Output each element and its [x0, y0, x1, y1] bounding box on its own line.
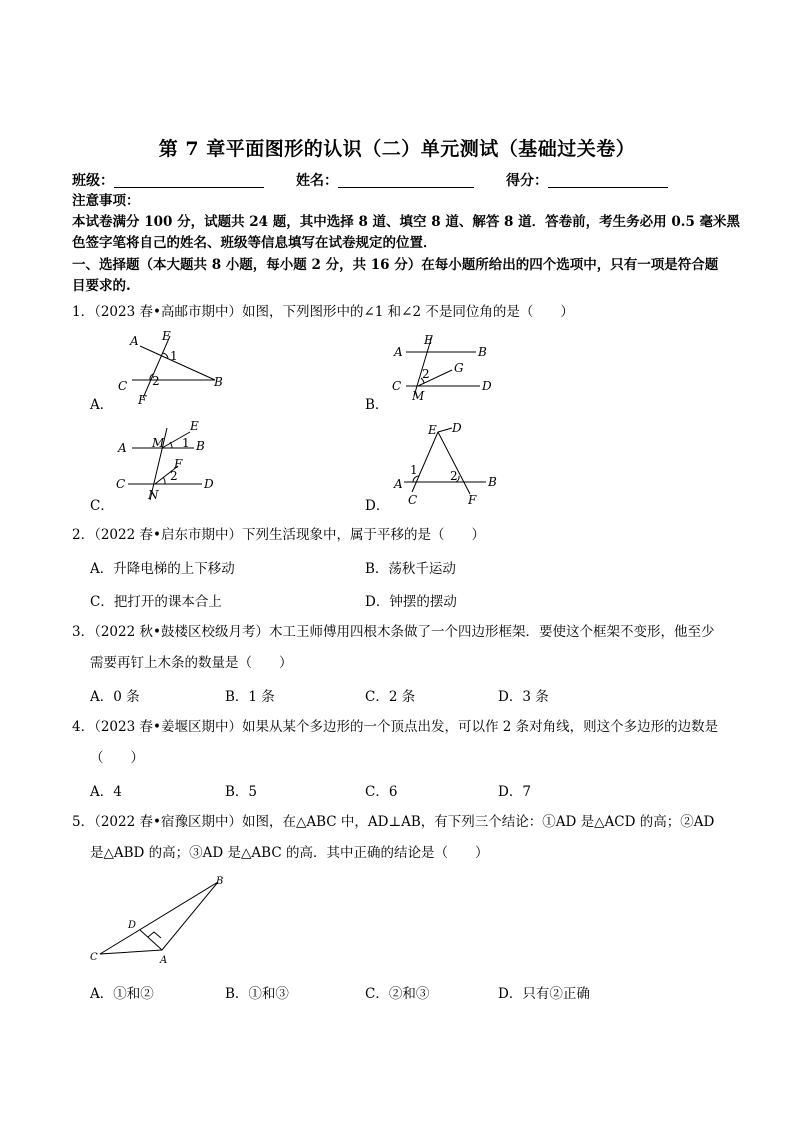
- label-f: F: [468, 493, 477, 507]
- label-f: F: [138, 393, 147, 407]
- q1-option-a[interactable]: A．: [90, 397, 114, 413]
- label-angle-2: 2: [170, 469, 178, 483]
- q4-stem-line-1: 4．（2023 春•姜堰区期中）如果从某个多边形的一个顶点出发，可以作 2 条对角线，则这个多边形的边数是: [72, 719, 719, 735]
- q4-option-d[interactable]: D．7: [498, 784, 531, 800]
- label-e: E: [190, 419, 199, 433]
- class-blank[interactable]: [114, 173, 264, 188]
- label-b: B: [196, 439, 205, 453]
- label-a: A: [130, 334, 139, 348]
- q3-option-d[interactable]: D．3 条: [498, 689, 549, 705]
- label-d: D: [204, 477, 214, 491]
- label-c: C: [392, 379, 402, 393]
- q1-option-c[interactable]: C．: [90, 498, 114, 514]
- q5-option-b[interactable]: B．①和③: [225, 986, 289, 1002]
- label-n: N: [148, 488, 159, 502]
- figure-q1-d: [388, 418, 508, 506]
- notice-line-2: 色签字笔将自己的姓名、班级等信息填写在试卷规定的位置．: [72, 235, 437, 251]
- triangle-abc: [100, 882, 218, 954]
- q3-stem-line-1: 3．（2022 秋•鼓楼区校级月考）木工王师傅用四根木条做了一个四边形框架．要使这个框架不变形，他至少: [72, 624, 715, 640]
- score-blank[interactable]: [548, 173, 668, 188]
- label-c: C: [408, 493, 418, 507]
- figure-q5: [86, 872, 236, 968]
- q3-stem-line-2: 需要再钉上木条的数量是（ ）: [90, 655, 293, 671]
- q2-stem: 2．（2022 春•启东市期中）下列生活现象中，属于平移的是（ ）: [72, 527, 485, 543]
- right-angle-mark: [148, 932, 161, 938]
- label-angle-1: 1: [182, 436, 190, 450]
- q5-option-c[interactable]: C．②和③: [365, 986, 430, 1002]
- label-d: D: [452, 421, 462, 435]
- line-ec: [412, 432, 438, 492]
- angle-2-arc: [163, 477, 165, 484]
- q5-option-a[interactable]: A．①和②: [90, 986, 154, 1002]
- score-label: 得分：: [506, 173, 548, 189]
- label-a: A: [118, 441, 127, 455]
- section-heading-bold: 一、选择题（本大题共 8 小题，每小题 2 分，共 16 分）: [72, 257, 422, 273]
- label-b: B: [216, 876, 224, 887]
- label-m: M: [412, 389, 425, 403]
- page-title: 第 7 章平面图形的认识（二）单元测试（基础过关卷）: [158, 138, 636, 160]
- label-b: B: [488, 475, 497, 489]
- q5-stem-line-2: 是△ABD 的高；③AD 是△ABC 的高．其中正确的结论是（ ）: [90, 845, 489, 861]
- label-d: D: [128, 920, 137, 931]
- q2-option-d[interactable]: D．钟摆的摆动: [365, 594, 457, 610]
- q1-option-b[interactable]: B．: [365, 397, 389, 413]
- label-angle-2: 2: [152, 374, 160, 388]
- q2-option-a[interactable]: A．升降电梯的上下移动: [90, 561, 235, 577]
- section-heading-line-2: 目要求的.: [72, 278, 131, 294]
- label-e: E: [424, 333, 433, 347]
- score-field[interactable]: [506, 170, 668, 190]
- q2-option-b[interactable]: B．荡秋千运动: [365, 561, 456, 577]
- line-ef: [438, 432, 470, 494]
- label-f: F: [174, 457, 183, 471]
- label-d: D: [482, 379, 492, 393]
- label-b: B: [214, 375, 223, 389]
- label-c: C: [118, 379, 128, 393]
- q4-stem-line-2: （ ）: [90, 750, 144, 766]
- figure-q1-a: [110, 328, 240, 408]
- label-c: C: [90, 952, 98, 963]
- line-d-stub: [438, 428, 452, 432]
- label-angle-1: 1: [410, 463, 418, 477]
- segment-ad: [140, 930, 162, 950]
- label-angle-2: 2: [450, 469, 458, 483]
- name-label: 姓名：: [296, 173, 338, 189]
- q3-option-c[interactable]: C．2 条: [365, 689, 416, 705]
- notice-heading: 注意事项：: [72, 193, 140, 209]
- section-heading-rest: 在每小题所给出的四个选项中，只有一项是符合题: [421, 257, 719, 273]
- label-a: A: [394, 477, 403, 491]
- q5-stem-line-1: 5．（2022 春•宿豫区期中）如图，在△ABC 中，AD⊥AB，有下列三个结论：①AD 是△ACD 的高；②AD: [72, 814, 715, 830]
- label-e: E: [162, 329, 171, 343]
- class-field[interactable]: [72, 170, 264, 190]
- label-angle-2: 2: [422, 367, 430, 381]
- line-ef: [143, 336, 170, 398]
- q4-option-b[interactable]: B．5: [225, 784, 258, 800]
- label-c: C: [116, 477, 126, 491]
- label-g: G: [454, 361, 464, 375]
- label-e: E: [428, 423, 437, 437]
- q3-option-b[interactable]: B．1 条: [225, 689, 275, 705]
- figure-q1-c: [110, 418, 225, 506]
- label-m: M: [152, 436, 165, 450]
- q1-stem: 1．（2023 春•高邮市期中）如图，下列图形中的∠1 和∠2 不是同位角的是（ ）: [72, 304, 574, 320]
- figure-q1-b: [388, 330, 508, 402]
- label-angle-1: 1: [170, 349, 178, 363]
- q2-option-c[interactable]: C．把打开的课本合上: [90, 594, 222, 610]
- label-a: A: [160, 955, 168, 966]
- name-blank[interactable]: [338, 173, 474, 188]
- section-heading: [72, 254, 722, 276]
- q5-option-d[interactable]: D．只有②正确: [498, 986, 590, 1002]
- label-b: B: [478, 345, 487, 359]
- q4-option-c[interactable]: C．6: [365, 784, 398, 800]
- q3-option-a[interactable]: A．0 条: [90, 689, 140, 705]
- q4-option-a[interactable]: A．4: [90, 784, 122, 800]
- class-label: 班级：: [72, 173, 114, 189]
- notice-line-1: 本试卷满分 100 分，试题共 24 题，其中选择 8 道、填空 8 道、解答 8 道．答卷前，考生务必用 0.5 毫米黑: [72, 214, 741, 230]
- q1-option-d[interactable]: D．: [365, 498, 390, 514]
- label-a: A: [394, 345, 403, 359]
- name-field[interactable]: [296, 170, 474, 190]
